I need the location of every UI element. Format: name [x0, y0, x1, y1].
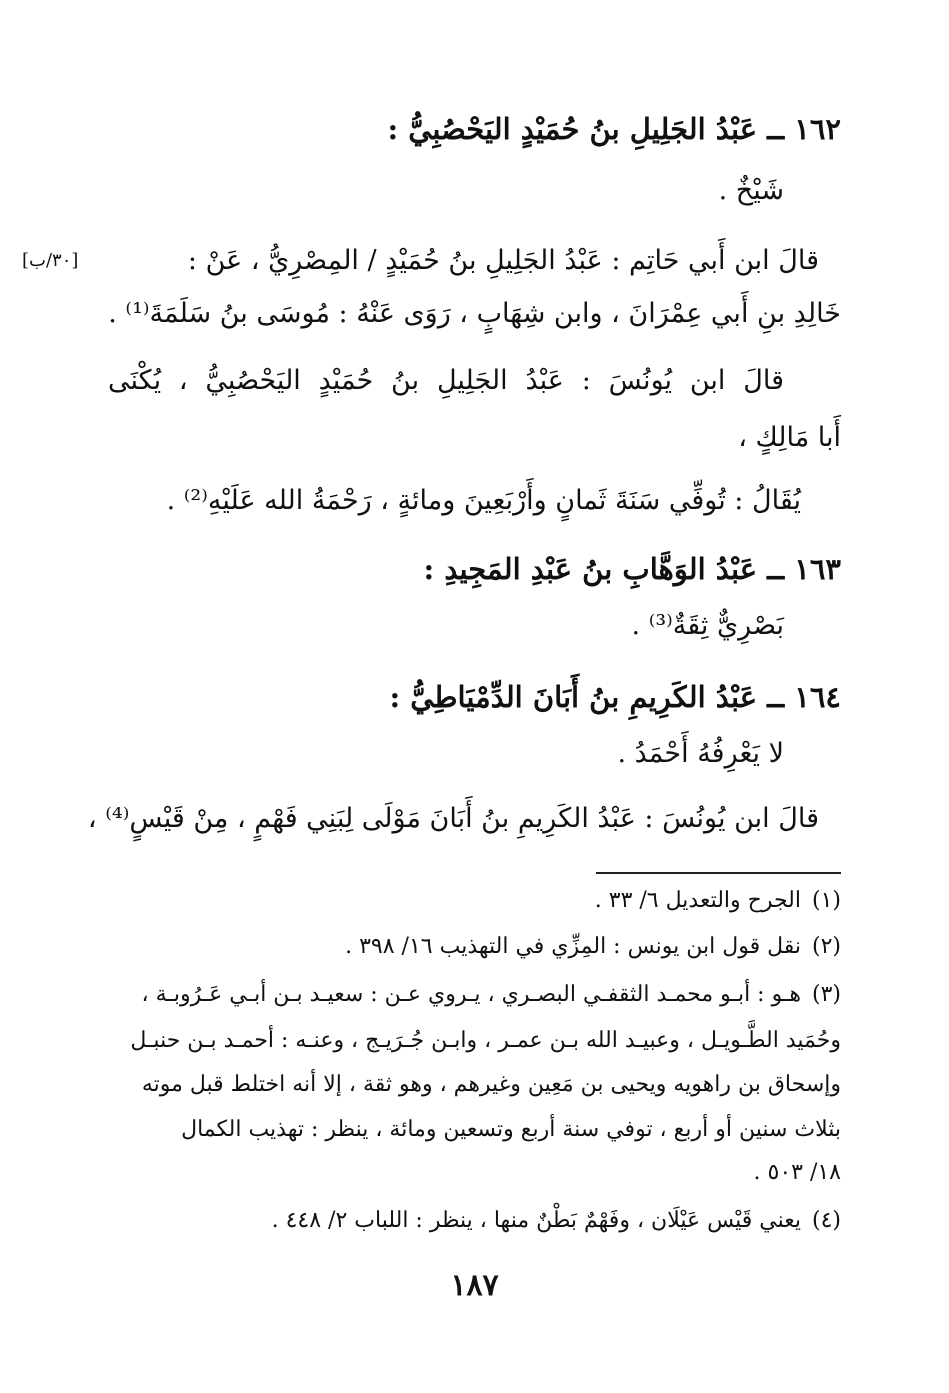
footnote-3-line3: وإسحاق بن راهويه ويحيى بن مَعِين وغيرهم ، وهو ثقة ، إلا أنه اختلط قبل موته: [141, 1072, 841, 1097]
footnote-4-number: (٤): [811, 1208, 841, 1233]
entry-162-para2-line2: أَبا مَالِكٍ ،: [738, 422, 841, 453]
footnote-separator: [596, 872, 841, 874]
footnote-2-number: (٢): [811, 934, 841, 959]
manuscript-folio-marker: [٣٠/ب]: [22, 250, 79, 271]
footnote-4: يعني قَيْس عَيْلَان ، وفَهْمٌ بَطْنٌ منها ، ينظر : اللباب ٢/ ٤٤٨ .: [271, 1208, 801, 1233]
entry-163-heading: ١٦٣ ــ عَبْدُ الوَهَّابِ بنُ عَبْدِ المَجِيدِ :: [423, 552, 841, 586]
footnote-1-number: (١): [811, 888, 841, 913]
entry-163-description: بَصْرِيٌّ ثِقَةٌ⁽³⁾ .: [631, 610, 784, 641]
footnote-3-line4: بثلاث سنين أو أربع ، توفي سنة أربع وتسعين ومائة ، ينظر : تهذيب الكمال: [181, 1117, 841, 1142]
entry-162-description: شَيْخٌ .: [718, 175, 784, 206]
footnote-3-line2: وحُمَيد الطَّـويـل ، وعبيـد الله بـن عمـر ، وابـن جُـرَيـج ، وعنـه : أحمـد بـن حنبـل: [130, 1028, 841, 1053]
footnote-3-number: (٣): [811, 982, 841, 1007]
entry-162-para3: يُقَالُ : تُوفِّي سَنَةَ ثَمانٍ وأَرْبَعِينَ ومائةٍ ، رَحْمَةُ الله عَلَيْهِ⁽²⁾ .: [166, 485, 801, 516]
entry-162-para1-line1: قالَ ابن أَبي حَاتِم : عَبْدُ الجَلِيلِ بنُ حُمَيْدٍ / المِصْرِيُّ ، عَنْ :: [187, 245, 819, 276]
footnote-2: نقل قول ابن يونس : المِزِّي في التهذيب ١٦/ ٣٩٨ .: [345, 934, 801, 959]
footnote-3-line1: هـو : أبـو محمـد الثقفـي البصـري ، يـروي عـن : سعيـد بـن أبـي عَـرُوبـة ،: [141, 982, 801, 1007]
footnote-3-line5: ١٨/ ٥٠٣ .: [753, 1160, 841, 1185]
entry-164-heading: ١٦٤ ــ عَبْدُ الكَرِيمِ بنُ أَبَانَ الدِّمْيَاطِيُّ :: [389, 680, 841, 714]
entry-164-description: لا يَعْرِفُهُ أَحْمَدُ .: [617, 738, 784, 769]
footnote-1: الجرح والتعديل ٦/ ٣٣ .: [594, 888, 801, 913]
entry-162-para2-line1: قالَ ابن يُونُسَ : عَبْدُ الجَلِيلِ بنُ حُمَيْدٍ اليَحْصُبِيُّ ، يُكْنَى: [108, 365, 784, 396]
entry-162-heading: ١٦٢ ــ عَبْدُ الجَلِيلِ بنُ حُمَيْدٍ اليَحْصُبِيُّ :: [387, 112, 841, 146]
page-number: ١٨٧: [450, 1268, 499, 1303]
entry-162-para1-line2: خَالِدِ بنِ أَبي عِمْرَانَ ، وابن شِهَابٍ ، رَوَى عَنْهُ : مُوسَى بنُ سَلَمَةَ⁽¹⁾ .: [108, 298, 841, 329]
entry-164-para1: قالَ ابن يُونُسَ : عَبْدُ الكَرِيمِ بنُ أَبَانَ مَوْلَى لِبَنِي فَهْمٍ ، مِنْ قَيْسٍ⁽⁴⁾ ،: [87, 803, 819, 834]
